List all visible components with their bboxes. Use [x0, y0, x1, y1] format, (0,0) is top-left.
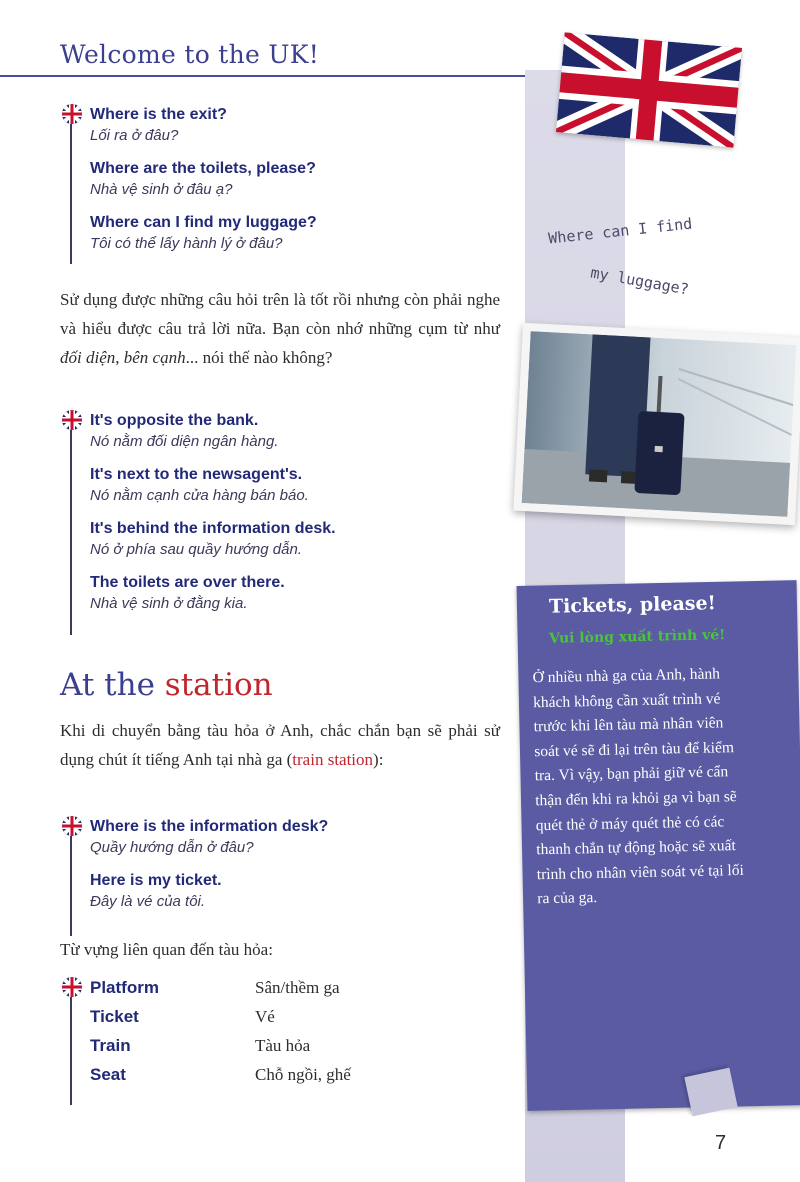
vocab-english: Platform [90, 977, 159, 997]
group-bar [70, 993, 72, 1105]
paragraph-station [60, 716, 500, 774]
phrase-vietnamese: Lối ra ở đâu? [90, 127, 179, 144]
phrase-vietnamese: Tôi có thể lấy hành lý ở đâu? [90, 235, 283, 252]
group-bar [70, 836, 72, 936]
phrase-pair [62, 212, 317, 254]
emphasis-term: bên cạnh [123, 348, 186, 367]
phrase-vietnamese: Nó nằm đối diện ngân hàng. [90, 433, 279, 450]
page-header-title: Welcome to the UK! [60, 40, 320, 69]
page-curl-decoration [684, 1068, 737, 1117]
group-bar [70, 430, 72, 635]
uk-flag-icon [62, 410, 82, 430]
phrase-group-questions [62, 104, 317, 254]
phrase-group-station [62, 816, 328, 912]
group-bar [70, 124, 72, 264]
vocab-english: Seat [90, 1064, 126, 1084]
phrase-pair [62, 572, 336, 614]
phrase-english: It's behind the information desk. [90, 520, 336, 537]
uk-flag-image [556, 32, 742, 147]
phrase-english: Where are the toilets, please? [90, 160, 316, 177]
phrase-english: It's opposite the bank. [90, 412, 259, 429]
emphasis-term: đối diện [60, 348, 116, 367]
box-title: Tickets, please! [548, 592, 717, 618]
vocab-row [62, 1031, 351, 1060]
vocab-vietnamese: Chỗ ngồi, ghế [255, 1064, 351, 1084]
phrase-pair [62, 870, 328, 912]
phrase-pair [62, 104, 317, 146]
phrase-vietnamese: Nó ở phía sau quầy hướng dẫn. [90, 541, 302, 558]
paragraph-text: ... nói thế nào không? [185, 348, 333, 367]
section-title-accent: station [164, 667, 273, 703]
section-title [60, 667, 273, 703]
highlight-term: train station [292, 750, 374, 769]
phrase-vietnamese: Đây là vé của tôi. [90, 893, 206, 910]
vocab-vietnamese: Tàu hỏa [255, 1035, 311, 1055]
phrase-vietnamese: Quầy hướng dẫn ở đâu? [90, 839, 254, 856]
vocab-vietnamese: Sân/thềm ga [255, 977, 340, 997]
ribbon-caption-line2: my luggage? [589, 263, 691, 299]
vocab-row [62, 1060, 351, 1089]
vocab-list [62, 973, 351, 1089]
phrase-english: Where is the information desk? [90, 818, 329, 835]
section-title-part: At the [60, 667, 165, 703]
vocab-row [62, 1002, 351, 1031]
phrase-english: Where can I find my luggage? [90, 214, 317, 231]
phrase-english: It's next to the newsagent's. [90, 466, 303, 483]
phrase-english: Where is the exit? [90, 106, 227, 123]
phrase-english: The toilets are over there. [90, 574, 285, 591]
paragraph-text: ): [373, 750, 384, 769]
phrase-vietnamese: Nhà vệ sinh ở đằng kia. [90, 595, 248, 612]
vocab-intro: Từ vựng liên quan đến tàu hỏa: [60, 940, 273, 959]
phrase-pair [62, 158, 317, 200]
uk-flag-icon [62, 816, 82, 836]
box-subtitle: Vui lòng xuất trình vé! [548, 627, 726, 647]
phrase-pair [62, 410, 336, 452]
page-number: 7 [715, 1132, 727, 1154]
vocab-english: Train [90, 1035, 131, 1055]
phrase-english: Here is my ticket. [90, 872, 222, 889]
paragraph-text: Sử dụng được những câu hỏi trên là tốt rồi nhưng còn phải nghe và hiểu được câu trả lời nữa. Bạn còn nhớ những cụm từ như [60, 290, 500, 338]
phrase-vietnamese: Nhà vệ sinh ở đâu ạ? [90, 181, 233, 198]
paragraph-separator: , [115, 348, 124, 367]
header-divider [0, 75, 525, 77]
phrase-pair [62, 518, 336, 560]
uk-flag-icon [62, 977, 82, 997]
paragraph-intro [60, 285, 500, 372]
phrase-vietnamese: Nó nằm cạnh cửa hàng bán báo. [90, 487, 309, 504]
paragraph-text: Khi di chuyển bằng tàu hỏa ở Anh, chắc chắn bạn sẽ phải sử dụng chút ít tiếng Anh tại nhà ga ( [60, 721, 500, 769]
phrase-pair [62, 816, 328, 858]
vocab-english: Ticket [90, 1006, 139, 1026]
luggage-photo [513, 323, 800, 526]
box-body-text: Ở nhiều nhà ga của Anh, hành khách không cần xuất trình vé trước khi lên tàu mà nhân viên soát vé sẽ đi lại trên tàu để kiểm tra. Vì vậy, bạn phải giữ vé cẩn thận đến khi ra khỏi ga vì bạn sẽ quét thẻ ở máy quét thẻ có các thanh chắn tự động hoặc sẽ xuất trình cho nhân viên soát vé tại lối ra của ga. [532, 665, 745, 908]
phrase-pair [62, 464, 336, 506]
phrase-group-answers [62, 410, 336, 614]
ribbon-caption-line1: Where can I find [547, 214, 694, 248]
uk-flag-icon [62, 104, 82, 124]
vocab-vietnamese: Vé [255, 1006, 275, 1026]
vocab-row [62, 973, 351, 1002]
